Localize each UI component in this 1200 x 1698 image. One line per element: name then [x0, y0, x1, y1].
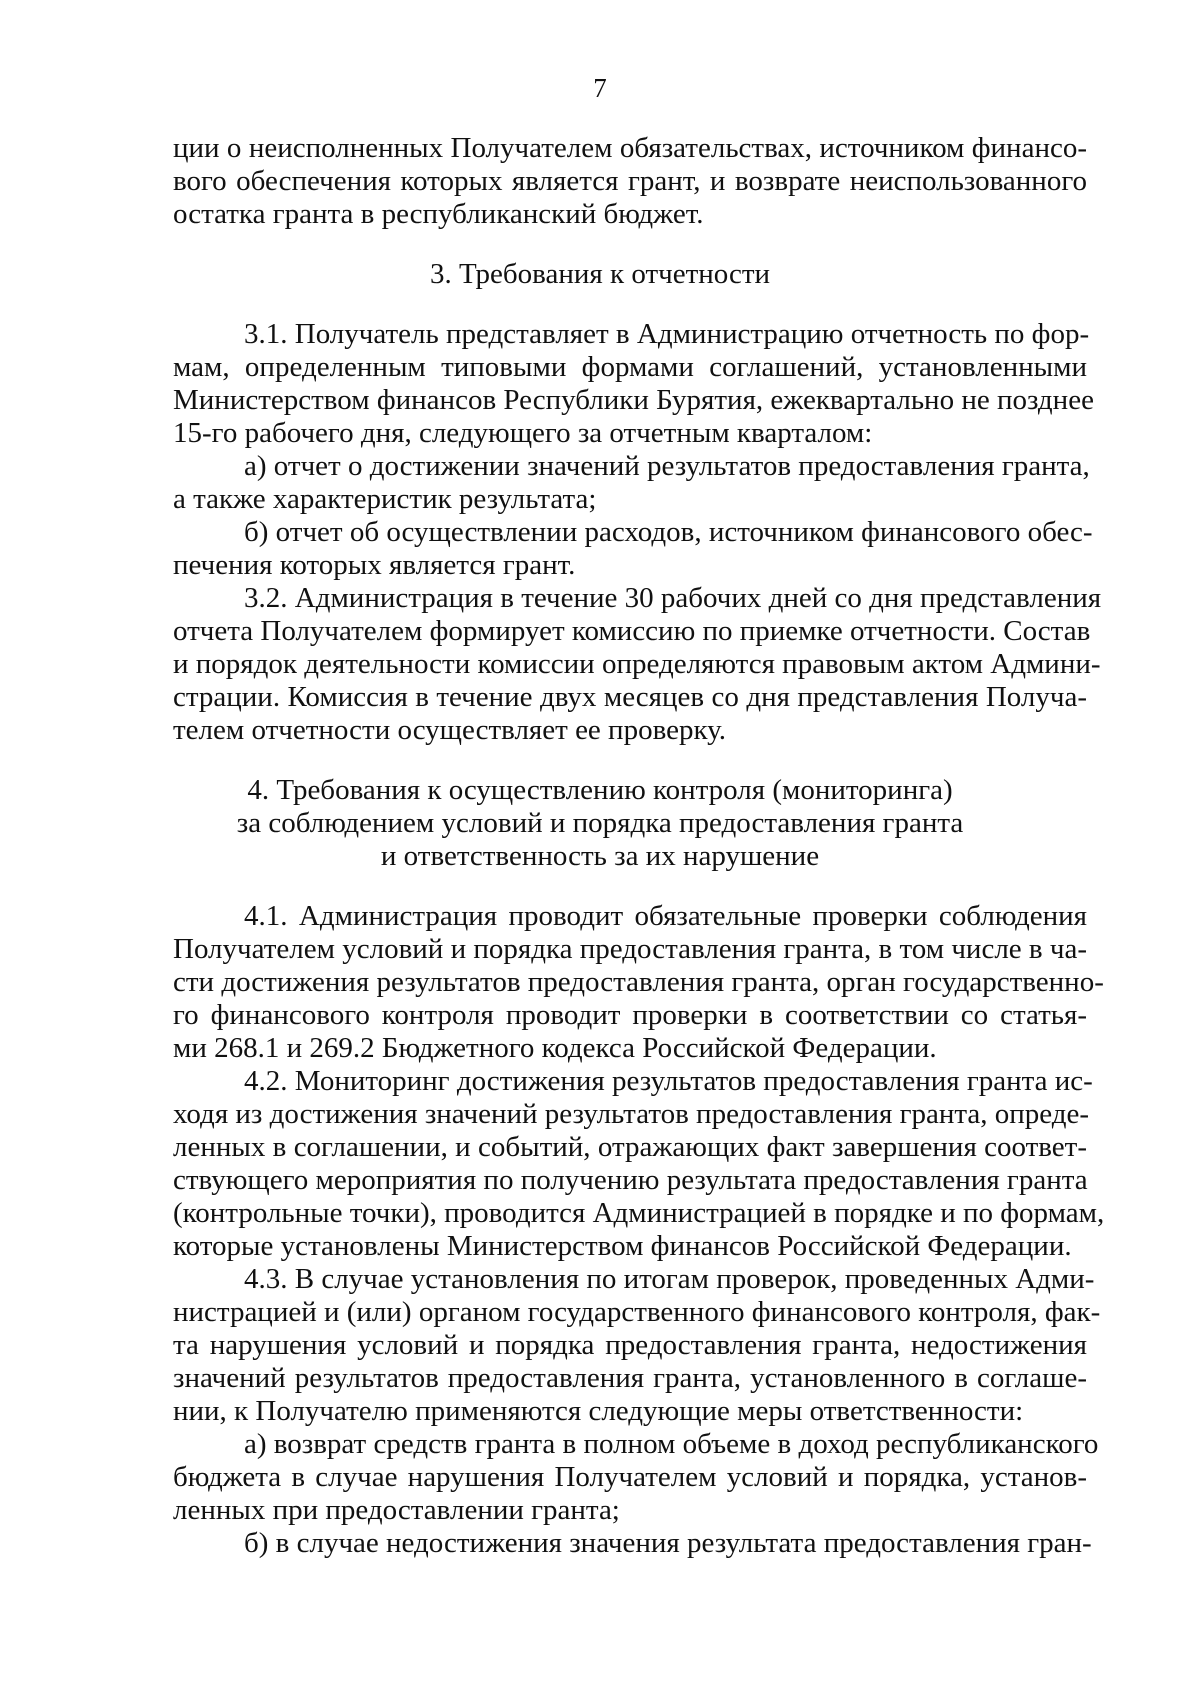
text-line: Министерством финансов Республики Бурятия, ежеквартально не позднее: [173, 384, 1094, 416]
text-line: 4.1. Администрация проводит обязательные проверки соблюдения: [244, 900, 1087, 932]
text-line: ции о неисполненных Получателем обязательствах, источником финансо-: [173, 132, 1087, 164]
text-line: значений результатов предоставления гранта, установленного в соглаше-: [173, 1362, 1087, 1394]
text-line: ствующего мероприятия по получению результата предоставления гранта: [173, 1164, 1088, 1196]
section-heading: 3. Требования к отчетности: [429, 258, 771, 290]
text-line: вого обеспечения которых является грант, и возврате неиспользованного: [173, 165, 1087, 197]
section-heading: 4. Требования к осуществлению контроля (мониторинга): [247, 774, 953, 806]
text-line: нистрацией и (или) органом государственного финансового контроля, фак-: [173, 1296, 1101, 1328]
text-line: сти достижения результатов предоставления гранта, орган государственно-: [173, 966, 1104, 998]
section-heading: за соблюдением условий и порядка предоставления гранта: [236, 807, 964, 839]
text-line: б) в случае недостижения значения результата предоставления гран-: [244, 1527, 1092, 1559]
text-line: 4.2. Мониторинг достижения результатов предоставления гранта ис-: [244, 1065, 1093, 1097]
text-line: ходя из достижения значений результатов предоставления гранта, опреде-: [173, 1098, 1090, 1130]
text-line: отчета Получателем формирует комиссию по приемке отчетности. Состав: [173, 615, 1091, 647]
text-line: которые установлены Министерством финансов Российской Федерации.: [173, 1230, 1072, 1262]
text-line: Получателем условий и порядка предоставления гранта, в том числе в ча-: [173, 933, 1087, 965]
text-line: 15-го рабочего дня, следующего за отчетным кварталом:: [173, 417, 873, 449]
text-line: страции. Комиссия в течение двух месяцев со дня представления Получа-: [173, 681, 1087, 713]
text-line: ленных в соглашении, и событий, отражающих факт завершения соответ-: [173, 1131, 1087, 1163]
text-line: го финансового контроля проводит проверки в соответствии со статья-: [173, 999, 1087, 1031]
page-number: 7: [593, 73, 607, 103]
text-line: ленных при предоставлении гранта;: [173, 1494, 620, 1526]
text-line: 4.3. В случае установления по итогам проверок, проведенных Адми-: [244, 1263, 1095, 1295]
text-line: а) возврат средств гранта в полном объеме в доход республиканского: [244, 1428, 1099, 1460]
text-line: б) отчет об осуществлении расходов, источником финансового обес-: [244, 516, 1093, 548]
text-line: а также характеристик результата;: [173, 483, 597, 515]
text-line: бюджета в случае нарушения Получателем условий и порядка, установ-: [173, 1461, 1087, 1493]
text-line: 3.1. Получатель представляет в Администрацию отчетность по фор-: [244, 318, 1090, 350]
text-line: а) отчет о достижении значений результатов предоставления гранта,: [244, 450, 1090, 482]
text-line: та нарушения условий и порядка предоставления гранта, недостижения: [173, 1329, 1087, 1361]
text-line: (контрольные точки), проводится Администрацией в порядке и по формам,: [173, 1197, 1105, 1229]
section-heading: и ответственность за их нарушение: [380, 840, 820, 872]
text-line: телем отчетности осуществляет ее проверку.: [173, 714, 726, 746]
text-line: 3.2. Администрация в течение 30 рабочих дней со дня представления: [244, 582, 1102, 614]
text-line: ми 268.1 и 269.2 Бюджетного кодекса Российской Федерации.: [173, 1032, 937, 1064]
text-line: мам, определенным типовыми формами соглашений, установленными: [173, 351, 1087, 383]
text-line: нии, к Получателю применяются следующие меры ответственности:: [173, 1395, 1024, 1427]
text-line: остатка гранта в республиканский бюджет.: [173, 198, 704, 230]
text-line: и порядок деятельности комиссии определяются правовым актом Админи-: [173, 648, 1101, 680]
text-line: печения которых является грант.: [173, 549, 576, 581]
